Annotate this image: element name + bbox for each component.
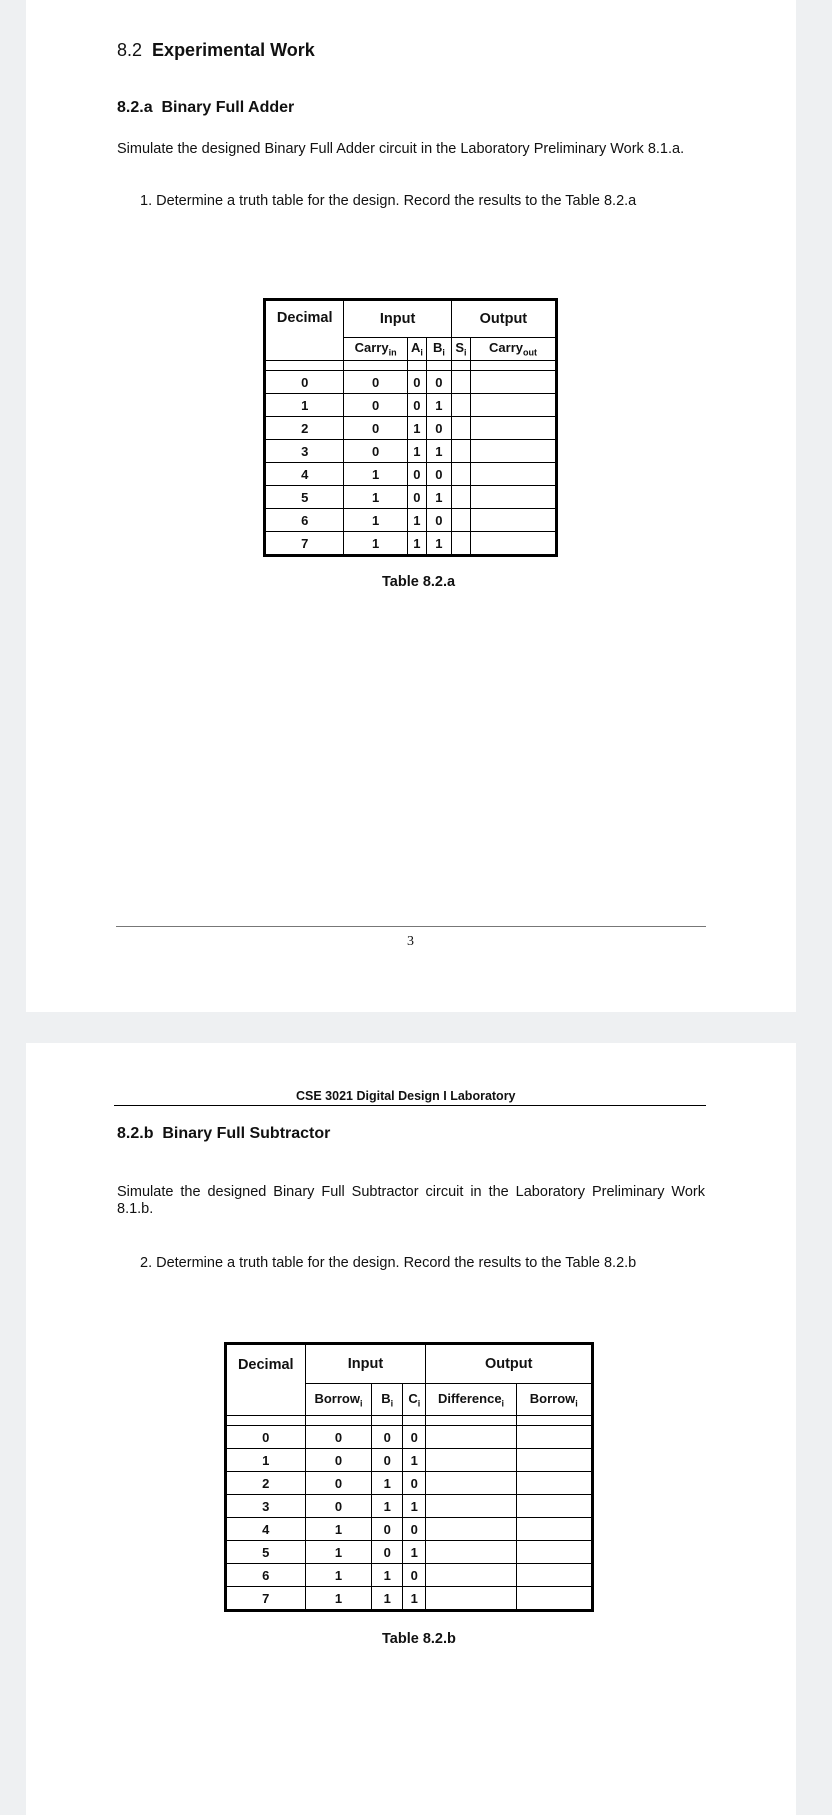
footer-rule (116, 926, 706, 927)
subsection-heading (117, 99, 294, 117)
subsection-title: Binary Full Adder (161, 99, 295, 116)
section-number: 8.2 (117, 40, 143, 60)
subsection-title: Binary Full Subtractor (162, 1125, 331, 1142)
subsection-number: 8.2.b (117, 1125, 154, 1142)
col-c: $C_i$ (403, 1384, 426, 1416)
col-borrow-in: Borrow$_i$ (305, 1384, 372, 1416)
table-caption: Table 8.2.a (382, 574, 456, 590)
table-row: 7 1 1 1 (226, 1587, 593, 1611)
header-output: Output (426, 1344, 593, 1384)
table-row: 0 0 0 0 (265, 371, 557, 394)
col-b: $B_i$ (427, 338, 452, 361)
header-decimal: Decimal (265, 300, 344, 361)
header-input: Input (305, 1344, 426, 1384)
subsection-number: 8.2.a (117, 99, 153, 116)
table-row: 1 0 0 1 (226, 1449, 593, 1472)
header-output: Output (451, 300, 556, 338)
list-item: 1. Determine a truth table for the design. Record the results to the Table 8.2.a (140, 193, 637, 209)
header-rule (114, 1105, 706, 1106)
truth-table-subtractor (224, 1342, 594, 1612)
table-row: 2 0 1 0 (226, 1472, 593, 1495)
table-row: 4 1 0 0 (226, 1518, 593, 1541)
paragraph: Simulate the designed Binary Full Adder circuit in the Laboratory Preliminary Work 8.1.a. (117, 141, 685, 157)
col-a: $A_i$ (407, 338, 426, 361)
table-row: 1 0 0 1 (265, 394, 557, 417)
table-row: 4 1 0 0 (265, 463, 557, 486)
col-b: $B_i$ (372, 1384, 403, 1416)
col-carry-out: Carry$_{out}$ (471, 338, 557, 361)
col-borrow-out: Borrow$_i$ (516, 1384, 592, 1416)
table-row: 6 1 1 0 (226, 1564, 593, 1587)
header-decimal: Decimal (226, 1344, 306, 1416)
table-spacer-row (226, 1416, 593, 1426)
table-header-row (226, 1344, 593, 1384)
section-heading (117, 40, 315, 61)
header-input: Input (344, 300, 451, 338)
list-item: 2. Determine a truth table for the design. Record the results to the Table 8.2.b (140, 1255, 637, 1271)
paragraph: Simulate the designed Binary Full Subtractor circuit in the Laboratory Preliminary Work 8.1.b. (117, 1184, 705, 1217)
table-header-row (265, 300, 557, 338)
table-row: 3 0 1 1 (265, 440, 557, 463)
subsection-heading (117, 1125, 330, 1143)
table-spacer-row (265, 361, 557, 371)
running-header: CSE 3021 Digital Design I Laboratory (296, 1089, 516, 1103)
truth-table-adder (263, 298, 558, 557)
col-difference: Difference$_i$ (426, 1384, 516, 1416)
table-row: 5 1 0 1 (226, 1541, 593, 1564)
table-row: 0 0 0 0 (226, 1426, 593, 1449)
table-row: 7 1 1 1 (265, 532, 557, 556)
table-row: 6 1 1 0 (265, 509, 557, 532)
table-row: 3 0 1 1 (226, 1495, 593, 1518)
page-1 (26, 0, 796, 1012)
table-row: 2 0 1 0 (265, 417, 557, 440)
col-carry-in: Carry$_{in}$ (344, 338, 407, 361)
section-title: Experimental Work (152, 40, 315, 60)
col-s: $S_i$ (451, 338, 470, 361)
table-row: 5 1 0 1 (265, 486, 557, 509)
page-2 (26, 1043, 796, 1815)
page-number: 3 (407, 934, 414, 949)
table-caption: Table 8.2.b (382, 1631, 456, 1647)
